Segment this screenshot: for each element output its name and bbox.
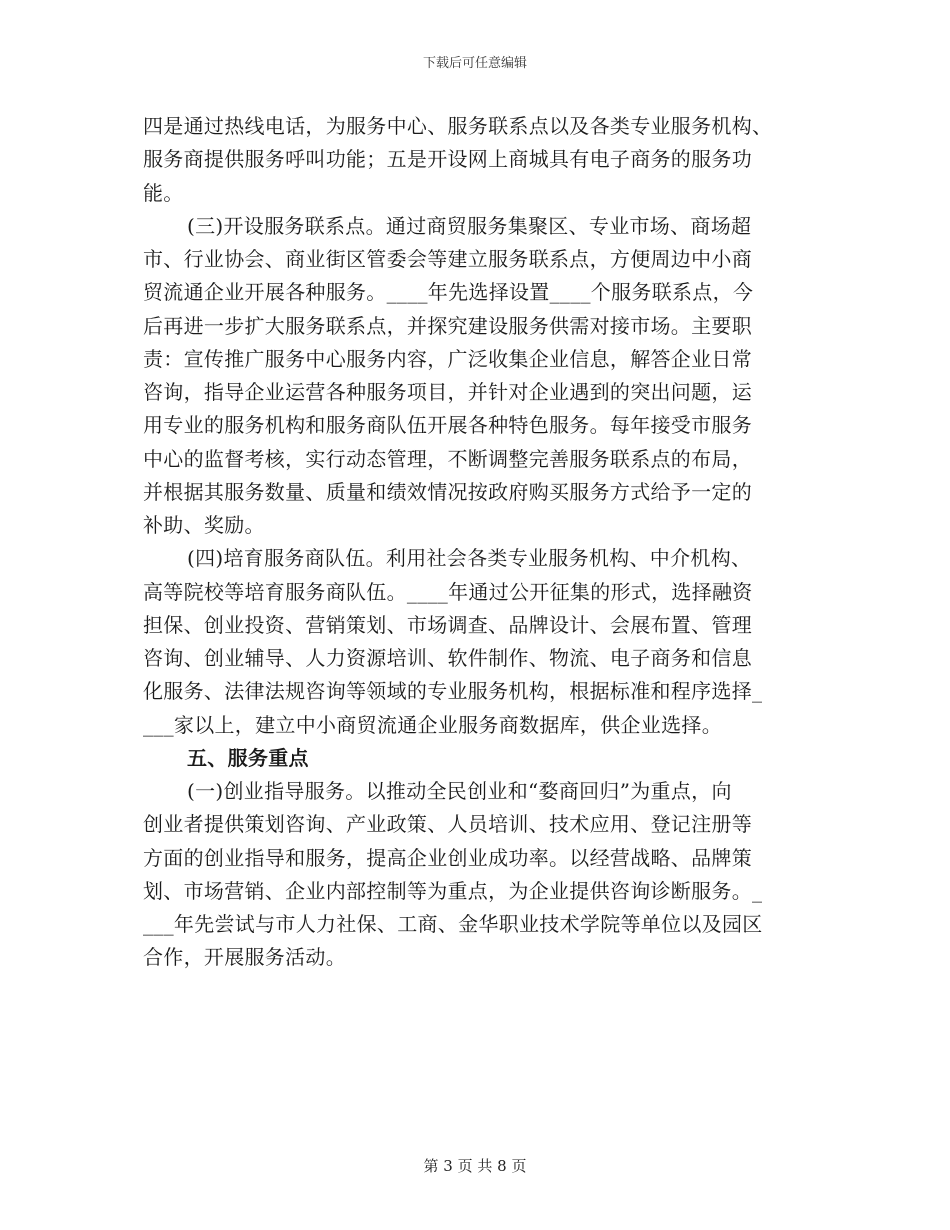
body-line: 四是通过热线电话，为服务中心、服务联系点以及各类专业服务机构、 xyxy=(143,114,773,138)
body-line: 化服务、法律法规咨询等领域的专业服务机构，根据标准和程序选择_ xyxy=(143,679,763,704)
body-line: 咨询、创业辅导、人力资源培训、软件制作、物流、电子商务和信息 xyxy=(143,646,752,670)
paragraph-start-line: (四)培育服务商队伍。利用社会各类专业服务机构、中介机构、 xyxy=(187,546,752,571)
body-line: 划、市场营销、企业内部控制等为重点，为企业提供咨询诊断服务。_ xyxy=(143,878,763,903)
body-line: 市、行业协会、商业街区管委会等建立服务联系点，方便周边中小商 xyxy=(143,247,752,271)
body-line: 合作，开展服务活动。 xyxy=(143,945,346,970)
body-line: 中心的监督考核，实行动态管理，不断调整完善服务联系点的布局， xyxy=(143,446,752,471)
body-line: ___年先尝试与市人力社保、工商、金华职业技术学院等单位以及园区 xyxy=(143,912,763,936)
body-line: 咨询，指导企业运营各种服务项目，并针对企业遇到的突出问题，运 xyxy=(143,380,752,404)
body-line: 能。 xyxy=(143,180,184,205)
body-line: ___家以上，建立中小商贸流通企业服务商数据库，供企业选择。 xyxy=(143,712,722,737)
body-line: 补助、奖励。 xyxy=(143,513,265,537)
body-line: 高等院校等培育服务商队伍。____年通过公开征集的形式，选择融资 xyxy=(143,579,753,604)
paragraph-start-line: (三)开设服务联系点。通过商贸服务集聚区、专业市场、商场超 xyxy=(187,213,752,238)
document-body xyxy=(143,110,813,975)
section-heading: 五、服务重点 xyxy=(187,745,309,770)
paragraph-start-line: (一)创业指导服务。以推动全民创业和“婺商回归”为重点，向 xyxy=(187,779,732,803)
body-line: 服务商提供服务呼叫功能；五是开设网上商城具有电子商务的服务功 xyxy=(143,147,752,172)
body-line: 创业者提供策划咨询、产业政策、人员培训、技术应用、登记注册等 xyxy=(143,812,752,837)
body-line: 担保、创业投资、营销策划、市场调查、品牌设计、会展布置、管理 xyxy=(143,612,752,637)
body-line: 责：宣传推广服务中心服务内容，广泛收集企业信息，解答企业日常 xyxy=(143,346,752,371)
body-line: 方面的创业指导和服务，提高企业创业成功率。以经营战略、品牌策 xyxy=(143,845,752,870)
page-footer: 第 3 页 共 8 页 xyxy=(423,1157,527,1175)
body-line: 贸流通企业开展各种服务。____年先选择设置____个服务联系点，今 xyxy=(143,280,754,305)
body-line: 用专业的服务机构和服务商队伍开展各种特色服务。每年接受市服务 xyxy=(143,413,752,438)
body-line: 后再进一步扩大服务联系点，并探究建设服务供需对接市场。主要职 xyxy=(143,313,752,338)
body-line: 并根据其服务数量、质量和绩效情况按政府购买服务方式给予一定的 xyxy=(143,479,752,504)
page-header: 下载后可任意编辑 xyxy=(422,56,527,71)
